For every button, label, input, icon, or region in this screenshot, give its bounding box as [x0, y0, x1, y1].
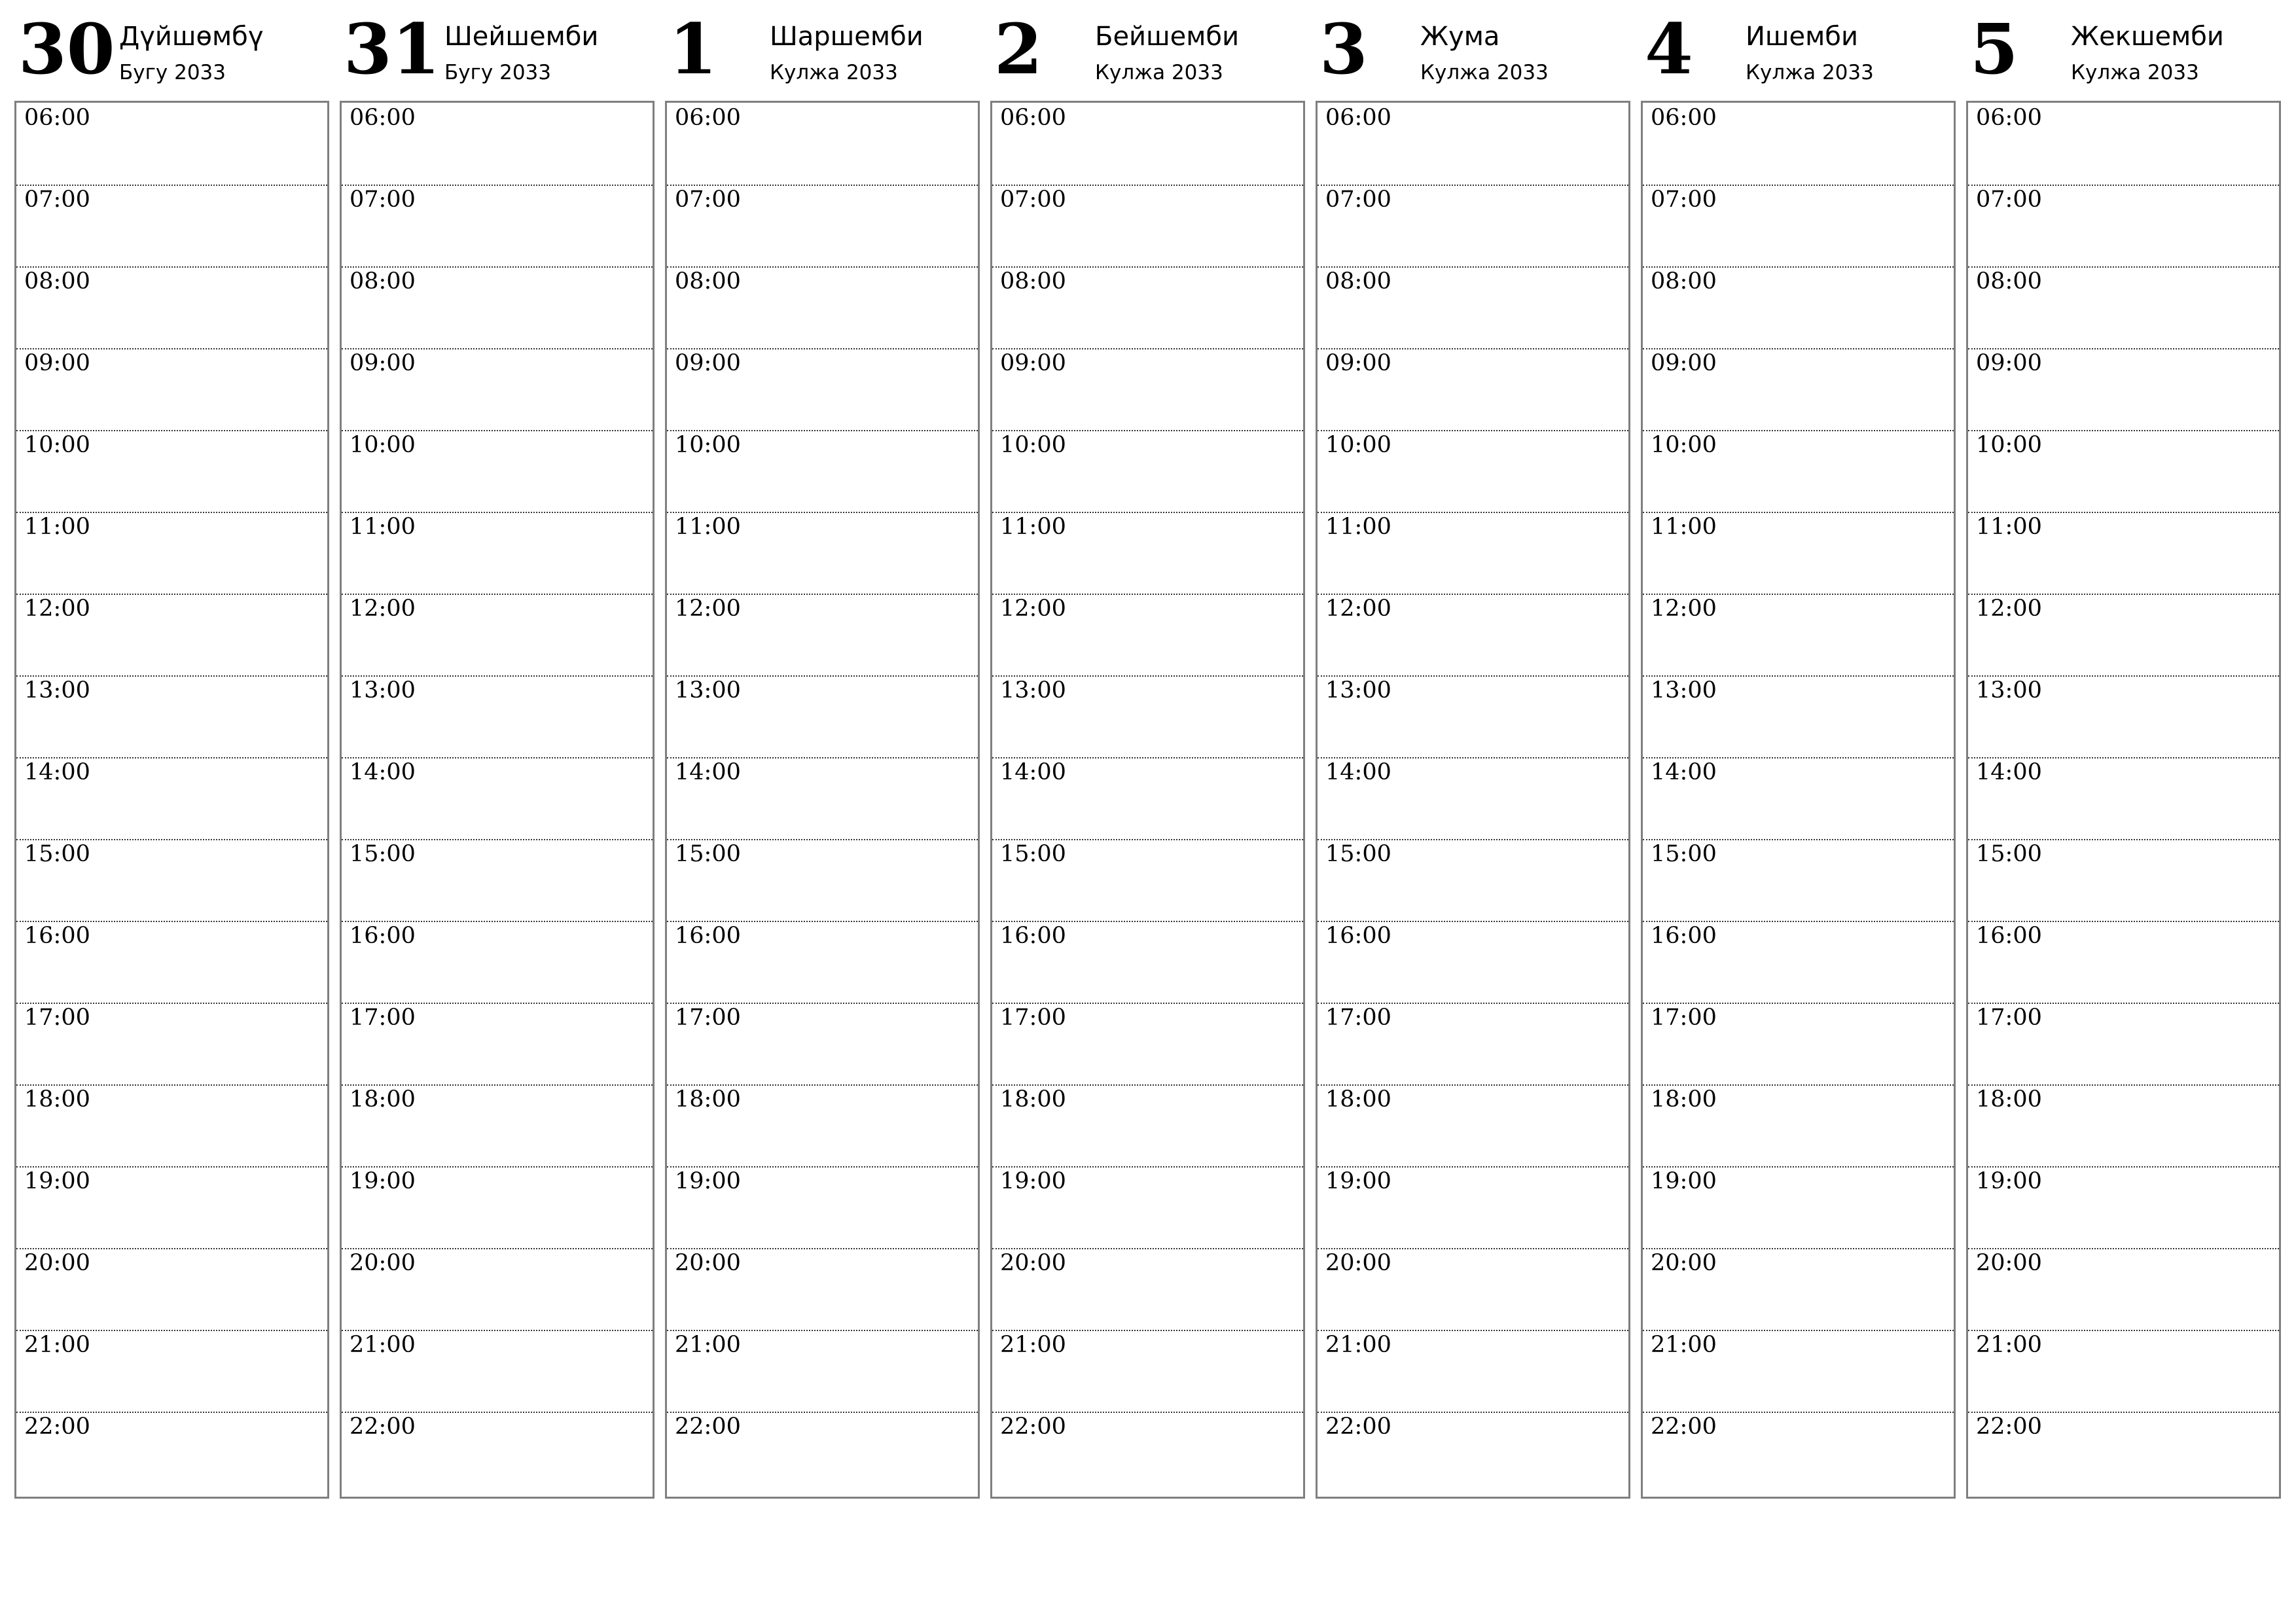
time-label: 10:00 [350, 432, 416, 458]
time-slot [1968, 675, 2279, 758]
time-slot [667, 1084, 978, 1168]
time-slot [667, 1248, 978, 1331]
time-slot [1643, 1330, 1954, 1413]
time-label: 11:00 [1325, 514, 1391, 540]
time-label: 08:00 [24, 268, 90, 294]
time-label: 18:00 [1325, 1086, 1391, 1113]
time-label: 10:00 [24, 432, 90, 458]
time-slot [1968, 757, 2279, 840]
time-label: 19:00 [1651, 1168, 1717, 1194]
time-slot [16, 185, 327, 268]
time-slot [1643, 839, 1954, 922]
day-schedule [665, 101, 980, 1499]
time-label: 12:00 [1325, 596, 1391, 622]
time-label: 17:00 [675, 1005, 741, 1031]
time-label: 08:00 [1000, 268, 1066, 294]
time-label: 09:00 [24, 350, 90, 376]
time-label: 22:00 [1976, 1414, 2042, 1440]
day-header [1966, 0, 2280, 98]
time-slot [342, 921, 653, 1004]
time-label: 22:00 [1651, 1414, 1717, 1440]
time-slot [992, 512, 1303, 595]
day-schedule [990, 101, 1305, 1499]
time-slot [667, 1330, 978, 1413]
time-label: 18:00 [675, 1086, 741, 1113]
time-label: 13:00 [1651, 677, 1717, 704]
day-column [340, 0, 653, 1499]
time-slot [1968, 430, 2279, 513]
time-label: 13:00 [24, 677, 90, 704]
month-year: Бугу 2033 [119, 61, 226, 84]
time-label: 18:00 [24, 1086, 90, 1113]
weekday-name: Ишемби [1746, 22, 1858, 52]
time-label: 14:00 [1976, 759, 2042, 785]
time-label: 14:00 [1000, 759, 1066, 785]
time-slot [992, 1084, 1303, 1168]
day-column [1966, 0, 2280, 1499]
month-year: Кулжа 2033 [770, 61, 898, 84]
time-label: 17:00 [24, 1005, 90, 1031]
time-label: 12:00 [1000, 596, 1066, 622]
weekday-name: Жума [1420, 22, 1500, 52]
time-slot [667, 185, 978, 268]
time-label: 08:00 [1325, 268, 1391, 294]
time-slot [1643, 512, 1954, 595]
time-label: 10:00 [1976, 432, 2042, 458]
time-slot [1318, 594, 1628, 677]
time-slot [342, 512, 653, 595]
time-slot [1318, 266, 1628, 349]
time-slot [1318, 675, 1628, 758]
time-label: 06:00 [24, 105, 90, 131]
day-number: 2 [994, 8, 1043, 90]
time-slot [1318, 1003, 1628, 1086]
time-label: 09:00 [1651, 350, 1717, 376]
time-slot [1643, 430, 1954, 513]
time-slot [342, 1248, 653, 1331]
time-slot [16, 594, 327, 677]
time-slot [1318, 512, 1628, 595]
time-slot [992, 1412, 1303, 1493]
time-label: 21:00 [1651, 1332, 1717, 1358]
time-slot [1643, 348, 1954, 431]
time-label: 22:00 [24, 1414, 90, 1440]
day-column [665, 0, 978, 1499]
time-label: 16:00 [675, 923, 741, 949]
month-year: Кулжа 2033 [1420, 61, 1549, 84]
time-label: 14:00 [1651, 759, 1717, 785]
time-label: 10:00 [1325, 432, 1391, 458]
time-label: 18:00 [1651, 1086, 1717, 1113]
time-slot [992, 839, 1303, 922]
time-label: 17:00 [1651, 1005, 1717, 1031]
time-label: 08:00 [1651, 268, 1717, 294]
time-label: 19:00 [1000, 1168, 1066, 1194]
time-label: 15:00 [1976, 841, 2042, 867]
time-label: 15:00 [24, 841, 90, 867]
time-label: 09:00 [1325, 350, 1391, 376]
time-label: 09:00 [675, 350, 741, 376]
time-label: 10:00 [675, 432, 741, 458]
time-slot [1643, 1084, 1954, 1168]
time-slot [1318, 1248, 1628, 1331]
time-slot [1318, 1330, 1628, 1413]
time-slot [992, 921, 1303, 1004]
time-slot [342, 757, 653, 840]
weekday-name: Дүйшөмбү [119, 22, 264, 52]
time-slot [1318, 430, 1628, 513]
time-label: 11:00 [1000, 514, 1066, 540]
time-slot [1968, 839, 2279, 922]
time-slot [16, 1330, 327, 1413]
time-slot [1968, 1166, 2279, 1249]
month-year: Кулжа 2033 [2071, 61, 2199, 84]
time-label: 21:00 [1976, 1332, 2042, 1358]
time-label: 13:00 [1976, 677, 2042, 704]
time-slot [1318, 1166, 1628, 1249]
time-label: 06:00 [1651, 105, 1717, 131]
time-slot [16, 1412, 327, 1493]
time-slot [1643, 103, 1954, 186]
time-label: 15:00 [350, 841, 416, 867]
time-slot [992, 348, 1303, 431]
time-slot [992, 1166, 1303, 1249]
time-label: 20:00 [1000, 1250, 1066, 1276]
time-label: 21:00 [350, 1332, 416, 1358]
time-label: 21:00 [24, 1332, 90, 1358]
time-slot [1643, 1003, 1954, 1086]
time-slot [1968, 512, 2279, 595]
day-header [1316, 0, 1629, 98]
time-label: 12:00 [675, 596, 741, 622]
day-number: 31 [344, 8, 440, 90]
time-label: 16:00 [24, 923, 90, 949]
time-slot [16, 1248, 327, 1331]
time-slot [342, 185, 653, 268]
day-number: 4 [1645, 8, 1693, 90]
time-label: 20:00 [1651, 1250, 1717, 1276]
time-slot [667, 430, 978, 513]
time-label: 09:00 [350, 350, 416, 376]
time-slot [1643, 757, 1954, 840]
time-slot [16, 348, 327, 431]
time-slot [342, 348, 653, 431]
time-label: 14:00 [350, 759, 416, 785]
time-slot [1968, 1248, 2279, 1331]
time-label: 15:00 [1325, 841, 1391, 867]
time-slot [992, 103, 1303, 186]
day-schedule [340, 101, 655, 1499]
time-label: 18:00 [1976, 1086, 2042, 1113]
time-label: 13:00 [1000, 677, 1066, 704]
time-slot [16, 757, 327, 840]
day-number: 1 [669, 8, 717, 90]
time-label: 07:00 [675, 187, 741, 213]
time-slot [16, 675, 327, 758]
time-slot [342, 1412, 653, 1493]
time-label: 12:00 [24, 596, 90, 622]
day-schedule [1316, 101, 1630, 1499]
time-slot [667, 594, 978, 677]
time-label: 10:00 [1651, 432, 1717, 458]
time-slot [1643, 1412, 1954, 1493]
time-label: 07:00 [350, 187, 416, 213]
time-slot [1968, 1003, 2279, 1086]
time-slot [1968, 594, 2279, 677]
time-label: 08:00 [350, 268, 416, 294]
day-number: 5 [1970, 8, 2018, 90]
time-slot [342, 1003, 653, 1086]
time-label: 16:00 [1976, 923, 2042, 949]
time-label: 15:00 [1651, 841, 1717, 867]
time-slot [667, 839, 978, 922]
time-label: 19:00 [24, 1168, 90, 1194]
time-label: 16:00 [1000, 923, 1066, 949]
weekday-name: Шаршемби [770, 22, 924, 52]
time-slot [1318, 757, 1628, 840]
time-slot [1968, 921, 2279, 1004]
time-label: 17:00 [350, 1005, 416, 1031]
time-slot [342, 839, 653, 922]
time-slot [1643, 1248, 1954, 1331]
time-label: 14:00 [24, 759, 90, 785]
time-label: 13:00 [675, 677, 741, 704]
time-label: 06:00 [1976, 105, 2042, 131]
time-label: 07:00 [1325, 187, 1391, 213]
day-header [990, 0, 1304, 98]
time-slot [1968, 266, 2279, 349]
time-slot [992, 185, 1303, 268]
month-year: Кулжа 2033 [1746, 61, 1874, 84]
time-label: 06:00 [1325, 105, 1391, 131]
time-label: 06:00 [1000, 105, 1066, 131]
time-slot [992, 757, 1303, 840]
weekday-name: Шейшемби [444, 22, 599, 52]
time-label: 09:00 [1000, 350, 1066, 376]
time-label: 22:00 [675, 1414, 741, 1440]
time-label: 11:00 [24, 514, 90, 540]
time-label: 07:00 [1651, 187, 1717, 213]
time-label: 17:00 [1325, 1005, 1391, 1031]
time-slot [667, 675, 978, 758]
day-header [14, 0, 328, 98]
time-slot [16, 512, 327, 595]
time-slot [667, 757, 978, 840]
time-slot [1318, 921, 1628, 1004]
time-label: 12:00 [350, 596, 416, 622]
weekday-name: Бейшемби [1095, 22, 1240, 52]
time-slot [992, 1248, 1303, 1331]
time-label: 21:00 [675, 1332, 741, 1358]
time-slot [1318, 1084, 1628, 1168]
time-label: 20:00 [350, 1250, 416, 1276]
time-slot [992, 1003, 1303, 1086]
time-label: 10:00 [1000, 432, 1066, 458]
time-label: 21:00 [1325, 1332, 1391, 1358]
time-slot [1318, 103, 1628, 186]
time-slot [667, 1003, 978, 1086]
time-label: 09:00 [1976, 350, 2042, 376]
time-slot [16, 1003, 327, 1086]
time-slot [992, 266, 1303, 349]
time-slot [667, 921, 978, 1004]
time-label: 19:00 [1325, 1168, 1391, 1194]
day-schedule [14, 101, 329, 1499]
time-label: 13:00 [1325, 677, 1391, 704]
time-slot [992, 1330, 1303, 1413]
time-slot [1968, 1084, 2279, 1168]
time-label: 11:00 [1976, 514, 2042, 540]
time-label: 19:00 [350, 1168, 416, 1194]
time-slot [342, 675, 653, 758]
time-slot [16, 266, 327, 349]
time-slot [342, 266, 653, 349]
time-slot [992, 594, 1303, 677]
time-label: 21:00 [1000, 1332, 1066, 1358]
day-header [1641, 0, 1954, 98]
time-label: 20:00 [1325, 1250, 1391, 1276]
time-slot [1318, 839, 1628, 922]
day-column [1316, 0, 1629, 1499]
time-slot [1318, 185, 1628, 268]
time-label: 14:00 [1325, 759, 1391, 785]
time-slot [16, 1166, 327, 1249]
time-slot [1968, 1412, 2279, 1493]
day-schedule [1641, 101, 1956, 1499]
time-slot [1643, 266, 1954, 349]
time-label: 15:00 [675, 841, 741, 867]
day-number: 30 [18, 8, 115, 90]
day-column [1641, 0, 1954, 1499]
weekday-name: Жекшемби [2071, 22, 2224, 52]
time-slot [1968, 348, 2279, 431]
time-label: 08:00 [675, 268, 741, 294]
time-label: 17:00 [1000, 1005, 1066, 1031]
time-slot [16, 1084, 327, 1168]
time-label: 18:00 [350, 1086, 416, 1113]
time-label: 07:00 [24, 187, 90, 213]
time-slot [1643, 675, 1954, 758]
time-label: 15:00 [1000, 841, 1066, 867]
time-label: 07:00 [1976, 187, 2042, 213]
time-slot [992, 430, 1303, 513]
day-schedule [1966, 101, 2281, 1499]
time-slot [992, 675, 1303, 758]
time-label: 11:00 [350, 514, 416, 540]
day-number: 3 [1319, 8, 1368, 90]
day-column [14, 0, 328, 1499]
day-header [340, 0, 653, 98]
time-label: 08:00 [1976, 268, 2042, 294]
time-slot [16, 430, 327, 513]
time-slot [16, 103, 327, 186]
time-label: 20:00 [24, 1250, 90, 1276]
time-slot [342, 1084, 653, 1168]
time-slot [16, 839, 327, 922]
time-slot [342, 103, 653, 186]
time-label: 07:00 [1000, 187, 1066, 213]
time-slot [667, 103, 978, 186]
time-label: 17:00 [1976, 1005, 2042, 1031]
time-label: 16:00 [350, 923, 416, 949]
time-slot [1968, 103, 2279, 186]
time-slot [1318, 1412, 1628, 1493]
time-slot [1968, 1330, 2279, 1413]
time-label: 19:00 [1976, 1168, 2042, 1194]
time-label: 06:00 [350, 105, 416, 131]
time-label: 20:00 [1976, 1250, 2042, 1276]
time-slot [16, 921, 327, 1004]
time-label: 11:00 [1651, 514, 1717, 540]
time-label: 14:00 [675, 759, 741, 785]
time-slot [667, 512, 978, 595]
time-label: 19:00 [675, 1168, 741, 1194]
time-slot [1643, 1166, 1954, 1249]
weekly-planner [14, 0, 2282, 1505]
time-slot [342, 594, 653, 677]
month-year: Бугу 2033 [444, 61, 551, 84]
time-label: 16:00 [1651, 923, 1717, 949]
time-label: 12:00 [1651, 596, 1717, 622]
day-column [990, 0, 1304, 1499]
time-label: 22:00 [1000, 1414, 1066, 1440]
time-slot [1643, 921, 1954, 1004]
time-label: 06:00 [675, 105, 741, 131]
time-slot [342, 430, 653, 513]
time-slot [342, 1330, 653, 1413]
time-slot [667, 266, 978, 349]
time-slot [667, 1412, 978, 1493]
time-slot [1318, 348, 1628, 431]
day-header [665, 0, 978, 98]
month-year: Кулжа 2033 [1095, 61, 1223, 84]
time-slot [667, 348, 978, 431]
time-slot [342, 1166, 653, 1249]
time-slot [667, 1166, 978, 1249]
time-slot [1643, 185, 1954, 268]
time-slot [1968, 185, 2279, 268]
time-label: 20:00 [675, 1250, 741, 1276]
time-slot [1643, 594, 1954, 677]
time-label: 18:00 [1000, 1086, 1066, 1113]
time-label: 16:00 [1325, 923, 1391, 949]
time-label: 11:00 [675, 514, 741, 540]
time-label: 12:00 [1976, 596, 2042, 622]
time-label: 22:00 [350, 1414, 416, 1440]
time-label: 22:00 [1325, 1414, 1391, 1440]
time-label: 13:00 [350, 677, 416, 704]
